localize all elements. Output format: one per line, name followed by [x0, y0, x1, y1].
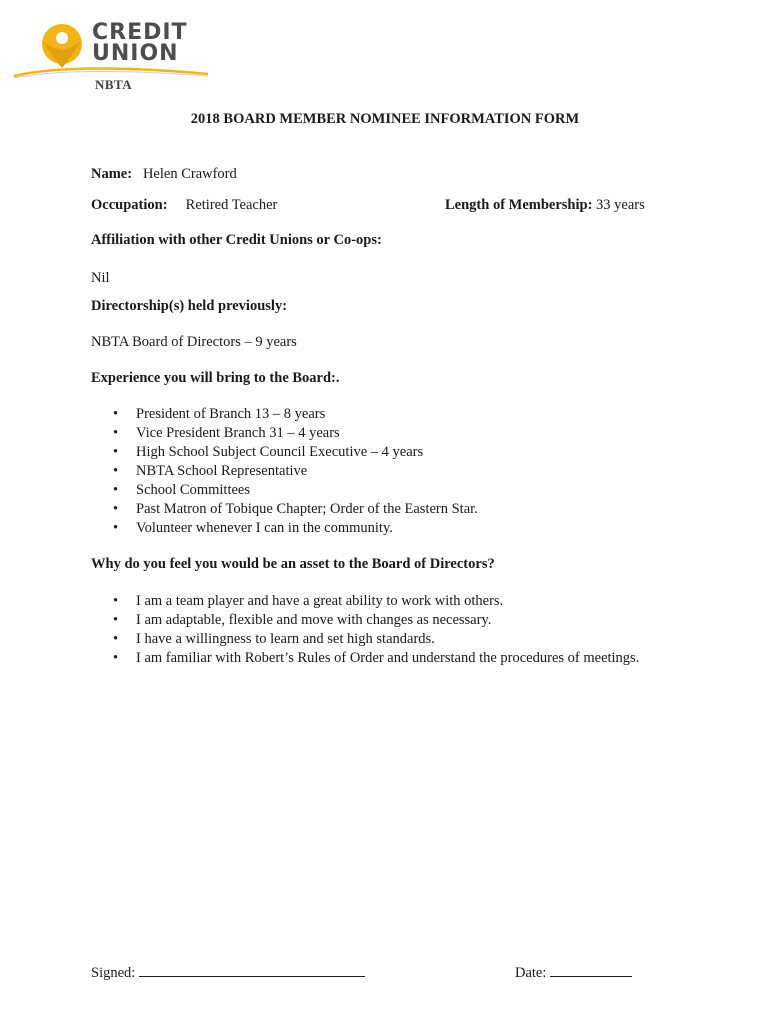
logo-line2: UNION [92, 41, 179, 66]
logo-line1: CREDIT [92, 20, 188, 45]
affiliation-label: Affiliation with other Credit Unions or Co-ops: [91, 232, 382, 248]
occupation-row [91, 197, 277, 214]
list-item: • I am familiar with Robert’s Rules of Order and understand the procedures of meetings. [113, 650, 640, 666]
list-item: • President of Branch 13 – 8 years [113, 406, 326, 422]
list-item: • High School Subject Council Executive – 4 years [113, 444, 424, 460]
list-item: • Vice President Branch 31 – 4 years [113, 425, 340, 441]
bullet-icon: • [113, 406, 119, 422]
bullet-icon: • [113, 482, 119, 498]
experience-label: Experience you will bring to the Board:. [91, 370, 340, 386]
bullet-icon: • [113, 501, 119, 517]
membership-value: 33 years [596, 197, 645, 213]
bullet-icon: • [113, 650, 119, 666]
bullet-icon: • [113, 631, 119, 647]
asset-label: Why do you feel you would be an asset to the Board of Directors? [91, 556, 495, 572]
occupation-label: Occupation: [91, 197, 168, 213]
directorship-value: NBTA Board of Directors – 9 years [91, 334, 297, 350]
list-item: • School Committees [113, 482, 250, 498]
signature-line[interactable] [139, 962, 365, 977]
signature-row [91, 962, 365, 982]
list-item: • I am a team player and have a great ability to work with others. [113, 593, 504, 609]
bullet-icon: • [113, 593, 119, 609]
affiliation-value: Nil [91, 270, 110, 286]
directorship-label: Directorship(s) held previously: [91, 298, 288, 314]
occupation-value: Retired Teacher [185, 197, 278, 213]
date-row [515, 962, 632, 982]
bullet-icon: • [113, 425, 119, 441]
bullet-icon: • [113, 612, 119, 628]
bullet-icon: • [113, 520, 119, 536]
credit-union-logo [12, 18, 212, 98]
experience-list [91, 405, 478, 538]
logo-sub: NBTA [95, 77, 133, 92]
bullet-icon: • [113, 463, 119, 479]
asset-list [91, 592, 639, 668]
name-label: Name: [91, 166, 133, 182]
list-item: • I am adaptable, flexible and move with changes as necessary. [113, 612, 492, 628]
membership-label: Length of Membership: [445, 197, 593, 213]
name-row [91, 166, 237, 183]
bullet-icon: • [113, 444, 119, 460]
date-line[interactable] [550, 962, 632, 977]
form-title: 2018 BOARD MEMBER NOMINEE INFORMATION FORM [190, 111, 580, 127]
list-item: • NBTA School Representative [113, 463, 308, 479]
list-item: • I have a willingness to learn and set high standards. [113, 631, 435, 647]
list-item: • Volunteer whenever I can in the community. [113, 520, 393, 536]
signed-label: Signed: [91, 965, 136, 981]
list-item: • Past Matron of Tobique Chapter; Order of the Eastern Star. [113, 501, 478, 517]
name-value: Helen Crawford [142, 166, 237, 182]
membership-row [445, 197, 645, 214]
date-label: Date: [515, 965, 547, 981]
